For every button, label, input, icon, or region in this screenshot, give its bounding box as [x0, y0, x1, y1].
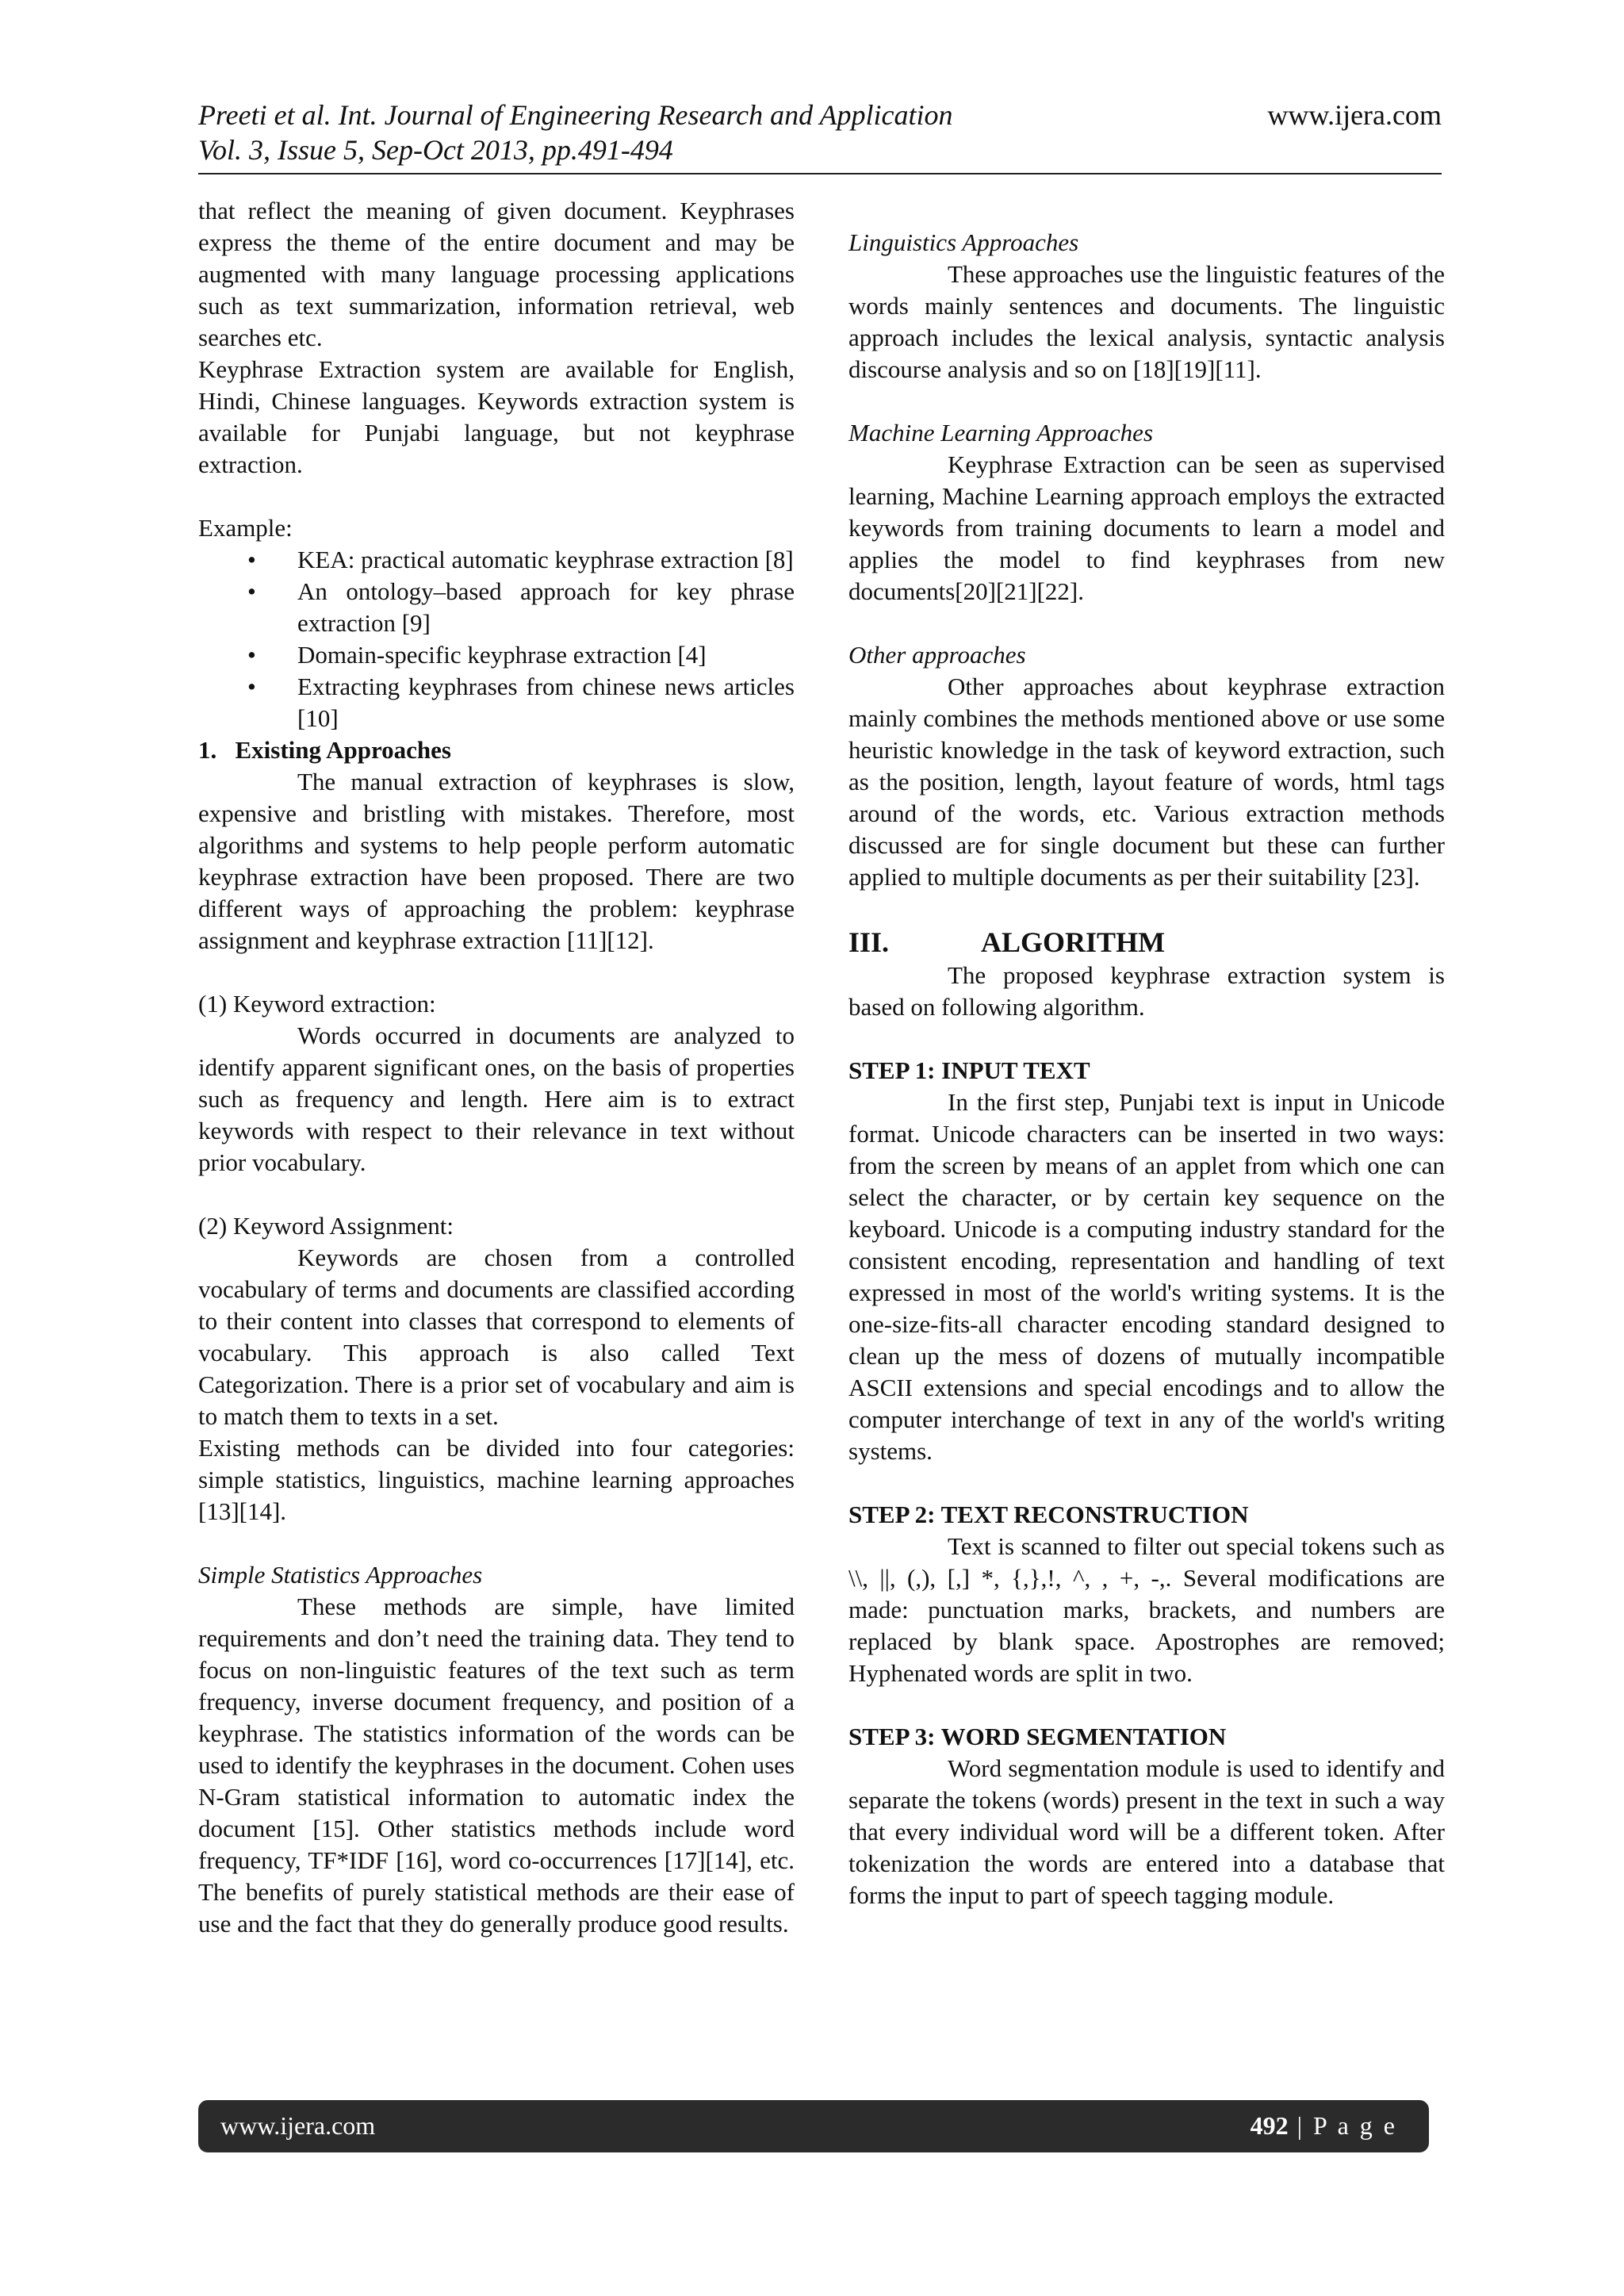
existing-paragraph: The manual extraction of keyphrases is slow, expensive and bristling with mistakes. Therefore, most algorithms and systems to help people perform automatic keyphrase extraction have been proposed. There are two different ways of approaching the problem: keyphrase assignment and keyphrase extraction [11][12].: [198, 768, 795, 954]
page-label: | P a g e: [1288, 2111, 1397, 2140]
journal-title: Preeti et al. Int. Journal of Engineering Research and Application: [198, 99, 953, 131]
step3-paragraph: Word segmentation module is used to identify and separate the tokens (words) present in the text in such a way that every individual word will be a different token. After tokenization the words are entered into a database that forms the input to part of speech tagging module.: [848, 1754, 1445, 1909]
step2-heading: STEP 2: TEXT RECONSTRUCTION: [848, 1501, 1249, 1528]
bullet-icon: •: [247, 577, 256, 605]
page-number-value: 492: [1250, 2111, 1289, 2140]
keyword-assignment-paragraph: Keywords are chosen from a controlled vocabulary of terms and documents are classified according to their content into classes that correspond to elements of vocabulary. This approach is also called Text Categorization. There is a prior set of vocabulary and aim is to match them to texts in a set.: [198, 1244, 795, 1430]
section-heading-existing: 1. Existing Approaches: [198, 736, 451, 764]
page-footer: [198, 2100, 1429, 2152]
simple-statistics-heading: Simple Statistics Approaches: [198, 1561, 483, 1589]
bullet-icon: •: [247, 673, 256, 700]
left-column: [198, 195, 795, 1940]
existing-methods-paragraph: Existing methods can be divided into four categories: simple statistics, linguistics, machine learning approaches [13][14].: [198, 1434, 795, 1525]
page-number: [1251, 2111, 1397, 2141]
step3-heading: STEP 3: WORD SEGMENTATION: [848, 1723, 1227, 1750]
machine-learning-paragraph: Keyphrase Extraction can be seen as supervised learning, Machine Learning approach employs the extracted keywords from training documents to learn a model and applies the model to find keyphrases from new documents[20][21][22].: [848, 450, 1445, 605]
intro-paragraph: that reflect the meaning of given document. Keyphrases express the theme of the entire document and may be augmented with many language processing applications such as text summarization, information retrieval, web searches etc.: [198, 197, 795, 351]
footer-url: www.ijera.com: [220, 2111, 376, 2140]
page-header: [198, 94, 1442, 174]
list-item: • Domain-specific keyphrase extraction [4]: [198, 639, 795, 671]
algorithm-paragraph: The proposed keyphrase extraction system is based on following algorithm.: [848, 961, 1445, 1021]
linguistics-paragraph: These approaches use the linguistic features of the words mainly sentences and documents. The linguistic approach includes the lexical analysis, syntactic analysis discourse analysis and so on [18][19][11].: [848, 260, 1445, 383]
machine-learning-heading: Machine Learning Approaches: [848, 419, 1154, 447]
example-label: Example:: [198, 514, 293, 542]
simple-statistics-paragraph: These methods are simple, have limited requirements and don’t need the training data. They tend to focus on non-linguistic features of the text such as term frequency, inverse document frequency, and position of a keyphrase. The statistics information of the words can be used to identify the keyphrases in the document. Cohen uses N-Gram statistical information to automatic index the document [15]. Other statistics methods include word frequency, TF*IDF [16], word co-occurrences [17][14], etc. The benefits of purely statistical methods are their ease of use and the fact that they do generally produce good results.: [198, 1593, 795, 1938]
list-item: • KEA: practical automatic keyphrase extraction [8]: [198, 544, 795, 576]
step2-paragraph: Text is scanned to filter out special tokens such as \\, ||, (,), [,] *, {,},!, ^, , +, -,. Several modifications are made: punctuation marks, brackets, and numbers are replaced by blank space. Apostrophes are removed; Hyphenated words are split in two.: [848, 1532, 1445, 1687]
algorithm-heading: III. ALGORITHM: [848, 926, 1166, 958]
step1-heading: STEP 1: INPUT TEXT: [848, 1056, 1090, 1084]
other-approaches-heading: Other approaches: [848, 641, 1026, 669]
journal-issue: Vol. 3, Issue 5, Sep-Oct 2013, pp.491-494: [198, 134, 673, 166]
example-list: [198, 544, 795, 734]
keyword-assignment-label: (2) Keyword Assignment:: [198, 1212, 454, 1240]
bullet-icon: •: [247, 641, 256, 669]
list-item: • Extracting keyphrases from chinese news articles [10]: [247, 673, 795, 732]
availability-paragraph: Keyphrase Extraction system are available for English, Hindi, Chinese languages. Keywords extraction system is available for Punjabi language, but not keyphrase extraction.: [198, 355, 795, 478]
header-url: www.ijera.com: [1267, 99, 1442, 131]
list-item: • An ontology–based approach for key phrase extraction [9]: [247, 577, 795, 637]
keyword-extraction-label: (1) Keyword extraction:: [198, 990, 436, 1018]
step1-paragraph: In the first step, Punjabi text is input in Unicode format. Unicode characters can be inserted in two ways: from the screen by means of an applet from which one can select the character, or by certain key sequence on the keyboard. Unicode is a computing industry standard for the consistent encoding, representation and handling of text expressed in most of the world's writing systems. It is the one-size-fits-all character encoding standard designed to clean up the mess of dozens of mutually incompatible ASCII extensions and special encodings and to allow the computer interchange of text in any of the world's writing systems.: [848, 1088, 1445, 1465]
bullet-icon: •: [247, 546, 256, 573]
other-approaches-paragraph: Other approaches about keyphrase extraction mainly combines the methods mentioned above or use some heuristic knowledge in the task of keyword extraction, such as the position, length, layout feature of words, html tags around of the words, etc. Various extraction methods discussed are for single document but these can further applied to multiple documents as per their suitability [23].: [848, 673, 1445, 891]
linguistics-heading: Linguistics Approaches: [848, 228, 1079, 256]
right-column: [848, 195, 1445, 1911]
keyword-extraction-paragraph: Words occurred in documents are analyzed to identify apparent significant ones, on the basis of properties such as frequency and length. Here aim is to extract keywords with respect to their relevance in text without prior vocabulary.: [198, 1022, 795, 1176]
